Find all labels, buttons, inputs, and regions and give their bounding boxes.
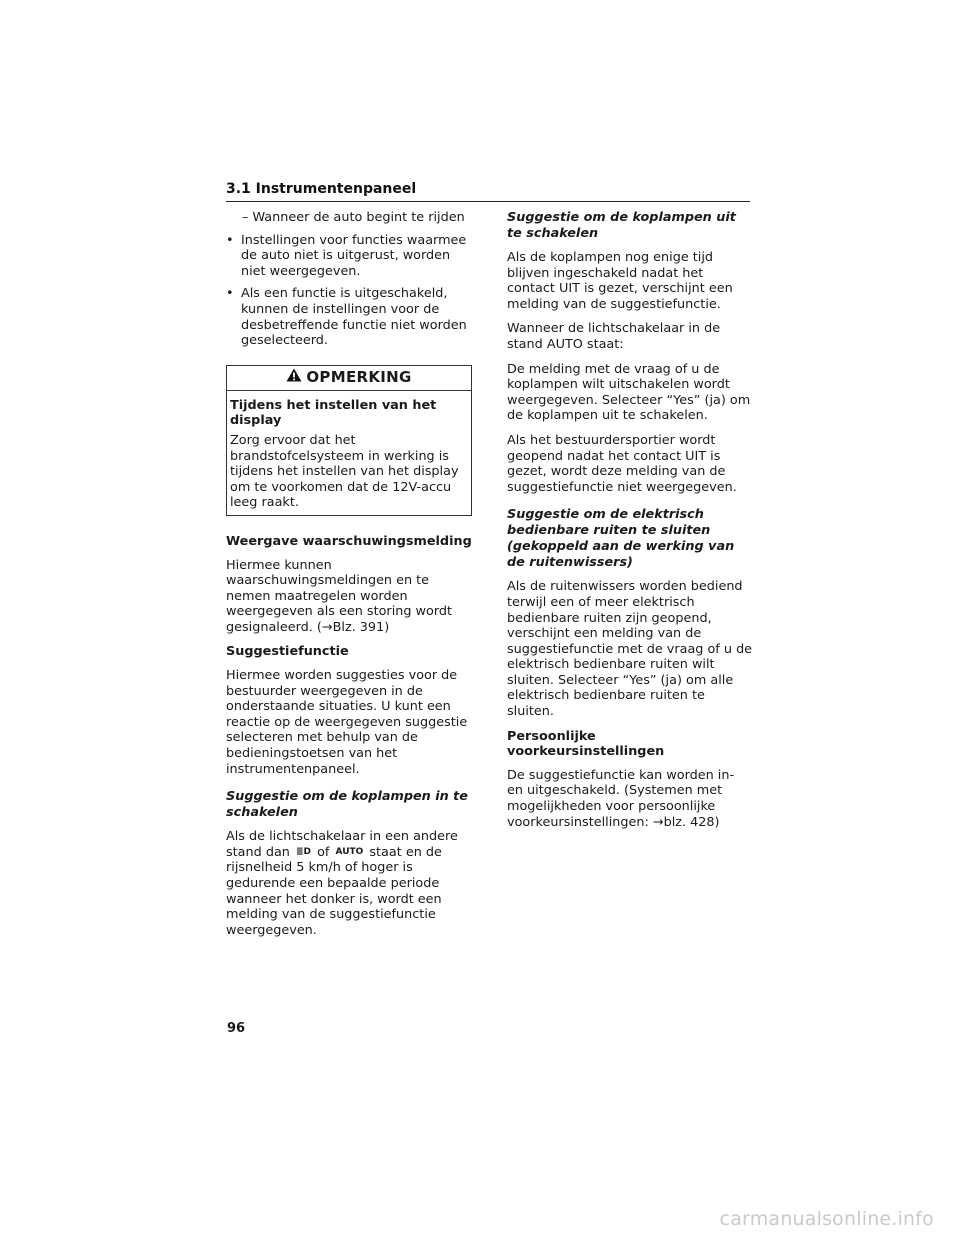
paragraph-lights-on (226, 829, 472, 938)
text-run: Als de lichtschakelaar in een andere stand dan (226, 829, 458, 860)
paragraph: De melding met de vraag of u de koplampen wilt uitschakelen wordt weergegeven. Selecteer “Yes” (ja) om de koplampen uit te schakelen. (507, 361, 751, 424)
headlight-icon: ≣D (295, 846, 311, 857)
notice-text: Zorg ervoor dat het brandstofcelsysteem in werking is tijdens het instellen van het display om te voorkomen dat de 12V-accu leeg raakt. (230, 432, 459, 511)
section-header (226, 178, 750, 202)
auto-light-icon: AUTO (335, 846, 364, 857)
notice-header (227, 366, 471, 391)
heading-lights-on: Suggestie om de koplampen in te schakelen (226, 789, 468, 821)
heading-windows: Suggestie om de elektrisch bedienbare ruiten te sluiten (gekoppeld aan de werking van de ruitenwissers) (507, 507, 735, 571)
heading-preferences: Persoonlijke voorkeursinstellingen (507, 728, 665, 760)
text-run: staat en de rijsnelheid 5 km/h of hoger is gedurende een bepaalde periode wanneer het donker is, wordt een melding van de suggestiefunctie weergegeven. (226, 844, 442, 938)
heading-warning-display: Weergave waarschuwingsmelding (226, 533, 472, 549)
section-title: 3.1 Instrumentenpaneel (226, 181, 417, 197)
bullet-item: • Instellingen voor functies waarmee de auto niet is uitgerust, worden niet weergegeven. (226, 233, 472, 280)
notice-title: OPMERKING (306, 367, 412, 386)
bullet-item: • Als een functie is uitgeschakeld, kunnen de instellingen voor de desbetreffende functie niet worden geselecteerd. (226, 286, 472, 348)
paragraph: Hiermee kunnen waarschuwingsmeldingen en te nemen maatregelen worden weergegeven als een storing wordt gesignaleerd. (→Blz. 391) (226, 557, 453, 635)
dash-item: – Wanneer de auto begint te rijden (242, 210, 465, 225)
notice-subtitle: Tijdens het instellen van het display (230, 397, 437, 429)
paragraph: Wanneer de lichtschakelaar in de stand AUTO staat: (507, 321, 721, 352)
paragraph: Hiermee worden suggesties voor de bestuurder weergegeven in de onderstaande situaties. U kunt een reactie op de weergegeven suggestie selecteren met behulp van de bedieningstoetsen van het instrumentenpaneel. (226, 668, 468, 777)
right-column (507, 210, 753, 839)
page-number: 96 (227, 1021, 246, 1036)
paragraph: Als het bestuurdersportier wordt geopend nadat het contact UIT is gezet, wordt deze melding van de suggestiefunctie niet weergegeven. (507, 432, 737, 495)
warning-icon (286, 368, 302, 387)
left-column (226, 210, 472, 947)
paragraph: Als de koplampen nog enige tijd blijven ingeschakeld nadat het contact UIT is gezet, verschijnt een melding van de suggestiefunctie. (507, 250, 733, 312)
notice-box (226, 365, 472, 516)
notice-body (227, 391, 471, 515)
paragraph: Als de ruitenwissers worden bediend terwijl een of meer elektrisch bedienbare ruiten zijn geopend, verschijnt een melding van de suggestiefunctie met de vraag of u de elektrisch bedienbare ruiten wilt sluiten. Selecteer “Yes” (ja) om alle elektrisch bedienbare ruiten te sluiten. (507, 579, 753, 720)
paragraph: De suggestiefunctie kan worden in- en uitgeschakeld. (Systemen met mogelijkheden voor persoonlijke voorkeursinstellingen: →blz. 428) (507, 767, 735, 830)
heading-suggestion-function: Suggestiefunctie (226, 644, 349, 660)
watermark: carmanualsonline.info (719, 1208, 934, 1230)
text-run: of (317, 844, 330, 860)
heading-lights-off: Suggestie om de koplampen uit te schakelen (507, 210, 736, 241)
